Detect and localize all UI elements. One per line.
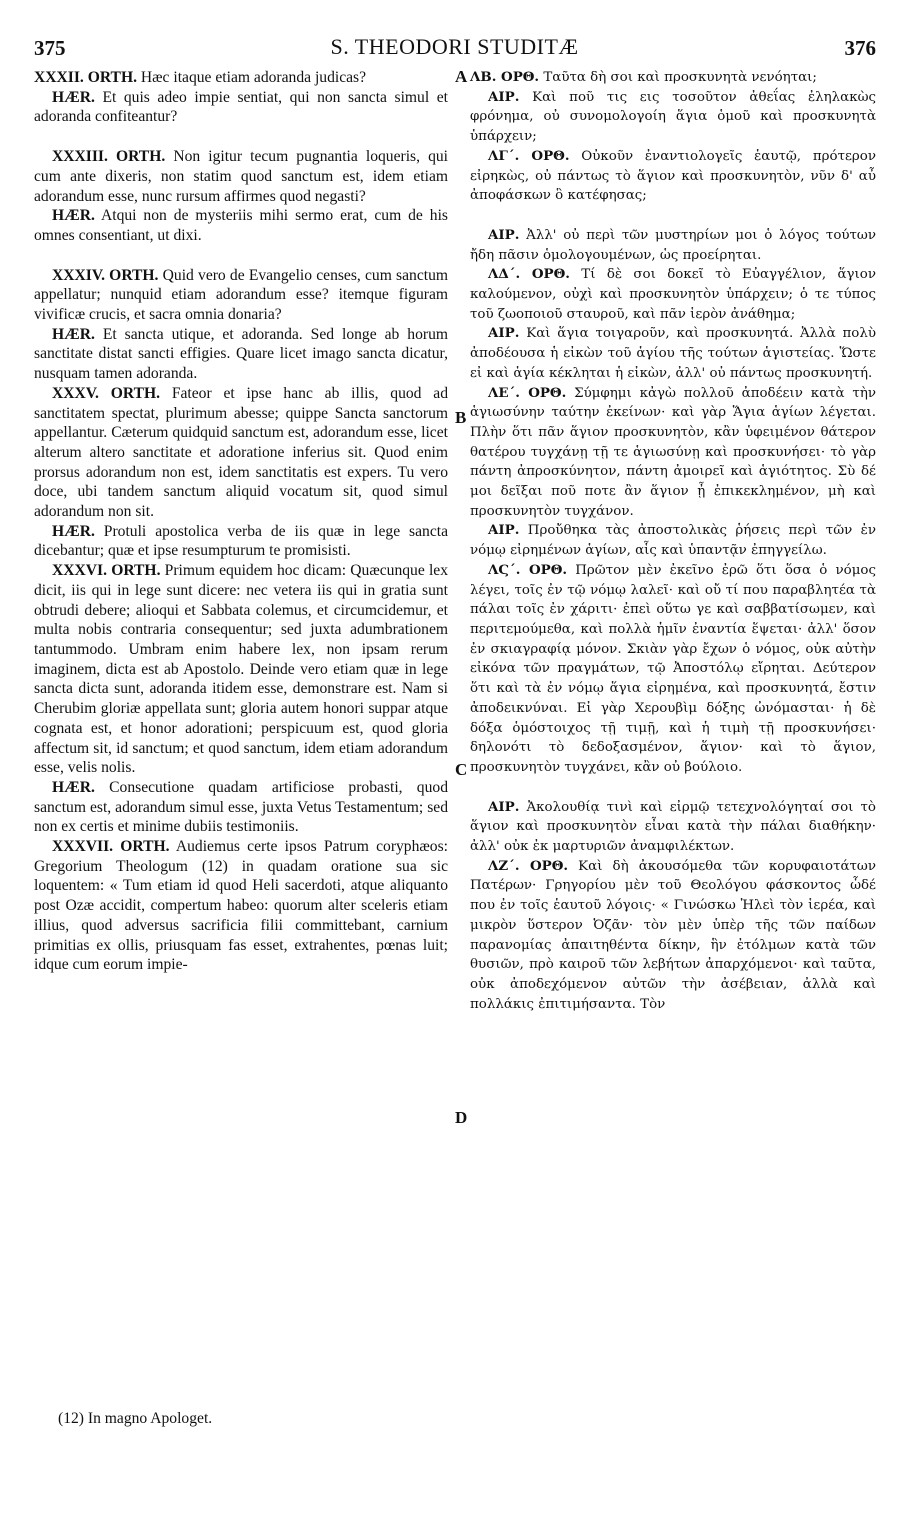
latin-paragraph [34,561,448,778]
speaker-label: ΛΓ΄. ΟΡΘ. [488,147,570,164]
greek-paragraph [470,88,876,147]
speaker-label: ΑΙΡ. [488,325,520,342]
speaker-label: ΛϚ΄. ΟΡΘ. [488,561,568,578]
latin-paragraph [34,88,448,127]
speaker-label: HÆR. [52,88,95,106]
greek-paragraph [470,384,876,522]
paragraph-text: Protuli apostolica verba de iis quæ in lege sancta dicebantur; quæ et ipse resumpturum te promisisti. [34,522,448,560]
latin-paragraph [34,206,448,245]
paragraph-text: Ταῦτα δὴ σοι καὶ προσκυνητὰ νενόηται; [539,70,817,85]
speaker-label: HÆR. [52,325,95,343]
spacer [470,206,876,226]
latin-paragraph [34,384,448,522]
latin-paragraph [34,325,448,384]
speaker-label: ΑΙΡ. [488,226,520,243]
paragraph-text: Quid vero de Evangelio censes, cum sanctum appellatur; nunquid etiam adorandum esse? itemque figuram vivificæ crucis, et sacra omnia donaria? [34,266,448,324]
latin-paragraph [34,147,448,206]
margin-letter-d: D [455,1108,468,1127]
latin-paragraph [34,778,448,837]
latin-paragraph [34,68,448,88]
latin-paragraph [34,266,448,325]
speaker-label: ΛΖ΄. ΟΡΘ. [488,857,569,874]
speaker-label: XXXVI. ORTH. [52,562,161,580]
paragraph-text: Οὐκοῦν ἐναντιολογεῖς ἑαυτῷ, πρότερον εἰρηκὼς, οὐ πάντως τὸ ἅγιον καὶ προσκυνητὸν, νῦν δ' αὖ ἀποφάσκων ὃ κατέφησας; [470,148,876,204]
greek-paragraph [470,798,876,857]
greek-paragraph [470,68,876,88]
speaker-label: ΑΙΡ. [488,798,520,815]
margin-letter-c: C [455,760,468,779]
paragraph-text: Audiemus certe ipsos Patrum coryphæos: Gregorium Theologum (12) in quadam oratione sua sic loquentem: « Tum etiam id quod Heli sacerdoti, atque aliquanto post Ozæ accidit, compertum habeo: quorum alter sceleris etiam illius, quod adversus sacrificia filii committebant, carnium primitias ex ollis, priusquam fas esset, extrahentes, pœnas luit; idque cum eorum impie- [34,838,448,974]
speaker-label: XXXVII. ORTH. [52,838,170,856]
paragraph-text: Et sancta utique, et adoranda. Sed longe ab horum sanctitate distat sancti effigies. Quare licet imago sancta dicatur, nusquam tamen adoranda. [34,325,448,383]
greek-paragraph [470,857,876,1015]
paragraph-text: Καὶ ποῦ τις εις τοσοῦτον ἀθεΐας ἐληλακὼς φρόνημα, οὐ συνομολογοίη ἅγια ὁμοῦ καὶ προσκυνητὰ ὑπάρχειν; [470,89,876,145]
paragraph-text: Hæc itaque etiam adoranda judicas? [137,69,367,86]
paragraph-text: Primum equidem hoc dicam: Quæcunque lex dicit, iis qui in lege sunt dicere: nec vetera iis qui in gratia sunt obtrudi debere; alioqui et Sabbata colemus, et circumcidemur, et multa nobis contraria consequentur; sed juxta adumbrationem tantummodo. Umbram enim habere lex, non ipsam rerum imaginem, dicta est ab Apostolo. Deinde vero etiam quæ in lege sancta dicta sunt, adoranda itidem esse, demonstrare est. Nam si Cherubim gloriæ appellata sunt; gloria autem honori suppar atque cognata est, et honor adorationi; perspicuum est, quod gloria affectum sit, id sanctum; et quod sanctum, idem etiam adorandum esse, velis nolis. [34,562,448,777]
paragraph-text: Ἀλλ' οὐ περὶ τῶν μυστηρίων μοι ὁ λόγος τούτων ἤδη πᾶσιν ὁμολογουμένων, ὡς προείρηται. [470,227,876,263]
paragraph-text: Ἀκολουθίᾳ τινὶ καὶ εἰρμῷ τετεχνολόγηταί σοι τὸ ἅγιον καὶ προσκυνητὸν εἶναι κατὰ τὴν πάλαι διαθήκην· ἀλλ' οὐκ ἐκ μαρτυριῶν ἀναμφιλέκτων. [470,799,876,855]
latin-column [34,68,448,975]
latin-paragraph [34,837,448,975]
speaker-label: ΑΙΡ. [488,522,520,539]
speaker-label: HÆR. [52,522,95,540]
speaker-label: HÆR. [52,207,95,225]
speaker-label: XXXIV. ORTH. [52,266,159,284]
page-number-right: 376 [844,36,876,60]
greek-paragraph [470,265,876,324]
latin-paragraph [34,522,448,561]
speaker-label: HÆR. [52,778,95,796]
running-title: S. THEODORI STUDITÆ [330,34,579,59]
page-number-left: 375 [34,36,66,60]
greek-paragraph [470,226,876,265]
paragraph-text: Τί δὲ σοι δοκεῖ τὸ Εὐαγγέλιον, ἅγιον καλούμενον, οὐχὶ καὶ προσκυνητὸν ὑπάρχειν; ὁ τε τύπος τοῦ ζωοποιοῦ σταυροῦ, καὶ πᾶν ἱερὸν ἀνάθημα; [470,267,876,322]
paragraph-text: Fateor et ipse hanc ab illis, quod ad sanctitatem spectat, plurimum abesse; quippe Sancta sanctorum appellantur. Cæterum quidquid sanctum est, adorandum esse, licet alterum altero sanctitate et adoratione inferius sit. Quod enim prorsus adorandum non est, idem sanctitatis est expers. Tu vero doce, ubi tandem sanctum aliquid vocatum sit, quod simul adorandum non sit. [34,384,448,521]
speaker-label: ΛΕ΄. ΟΡΘ. [488,384,567,401]
greek-column [470,68,876,1014]
greek-paragraph [470,147,876,206]
footnote: (12) In magno Apologet. [58,1410,213,1427]
speaker-label: XXXII. ORTH. [34,69,137,86]
greek-paragraph [470,561,876,778]
speaker-label: XXXIII. ORTH. [52,148,166,166]
paragraph-text: Σύμφημι κἀγὼ πολλοῦ ἀποδέειν κατὰ τὴν ἁγιωσύνην ταύτην ἐκείνων· καὶ γὰρ Ἅγια ἁγίων λέγεται. Πλὴν ὅτι πᾶν ἅγιον προσκυνητὸν, κἂν ὑφειμένον θάτερον θατέρου τυγχάνῃ τῇ τε ἁγιωσύνῃ καὶ προσκυνήσει· τὸ γὰρ πάντη ἀπροσκύνητον, πάντη ἀμοιρεῖ καὶ ἁγιότητος. Σὺ δέ μοι δεῖξαι ποῦ ποτε ἂν ἅγιον ᾖ ἐπικεκλημένον, μὴ καὶ προσκυνητὸν τυγχάνον. [470,385,876,519]
margin-letter-b: B [455,408,467,427]
speaker-label: ΛΔ΄. ΟΡΘ. [488,266,570,283]
greek-paragraph [470,324,876,383]
paragraph-text: Atqui non de mysteriis mihi sermo erat, cum de his omnes consentiant, ut dixi. [34,207,448,244]
paragraph-text: Πρῶτον μὲν ἐκεῖνο ἐρῶ ὅτι ὅσα ὁ νόμος λέγει, τοῖς ἐν τῷ νόμῳ λαλεῖ· καὶ οὔ τί που παραβλητέα τὰ πάλαι τοῖς ἐν χάριτι· ἐπεὶ οὕτω γε καὶ σαββατίσωμεν, καὶ περιτεμούμεθα, καὶ πολλὰ ἡμῖν ἐναντία ἕψεται· ἀλλ' ὅσον ἐν σκιαγραφίᾳ μόνον. Σκιὰν γὰρ ἔχων ὁ νόμος, οὐκ αὐτὴν εἰκόνα τῶν πραγμάτων, τῷ Ἀποστόλῳ εἴρηται. Δεύτερον ὅτι καὶ τὰ ἐν νόμῳ ἅγια εἰρημένα, καὶ προσκυνητά, ἔστιν ἀποδεικνύναι. Εἰ γὰρ Χερουβὶμ δόξης ὠνόμασται· ἡ δὲ δόξα ὁμόστοιχος τῇ τιμῇ, καὶ ἡ τιμὴ τῇ προσκυνήσει· δηλονότι τὸ δεδοξασμένον, ἅγιον· καὶ τὸ ἅγιον, προσκυνητὸν τυγχάνει, κἂν οὐ βούλοιο. [470,562,876,775]
paragraph-text: Et quis adeo impie sentiat, qui non sancta simul et adoranda confiteantur? [34,88,448,126]
margin-letter-a: A [455,67,468,86]
spacer [34,246,448,266]
speaker-label: ΛΒ. ΟΡΘ. [470,69,540,85]
paragraph-text: Καὶ δὴ ἀκουσόμεθα τῶν κορυφαιοτάτων Πατέρων· Γρηγορίου μὲν τοῦ Θεολόγου φάσκοντος ὧδέ που ἐν τοῖς ἑαυτοῦ λόγοις· « Γινώσκω Ἠλεὶ τὸν ἱερέα, καὶ μικρὸν ὕστερον Ὀζᾶν· τὸν μὲν ὑπὲρ τῆς τῶν παίδων παρανομίας ἀπαιτηθέντα δίκην, ἣν ἐτόλμων κατὰ τῶν θυσιῶν, πρὸ καιροῦ τῶν λεβήτων ἀπαρχόμενοι· καὶ ταῦτα, οὐκ ἀποδεχόμενον αὐτῶν τὴν ἀσέβειαν, ἀλλὰ καὶ πολλάκις ἐπιτιμήσαντα. Τὸν [470,858,876,1012]
paragraph-text: Consecutione quadam artificiose probasti, quod sanctum est, adorandum simul esse, juxta Vetus Testamentum; sed non ex certis et minime dubiis testimoniis. [34,778,448,836]
greek-paragraph [470,521,876,560]
speaker-label: ΑΙΡ. [488,88,520,105]
paragraph-text: Προὔθηκα τὰς ἀποστολικὰς ῥήσεις περὶ τῶν ἐν νόμῳ εἰρημένων ἁγίων, αἷς καὶ ὑπαντᾷν ἐπηγγείλω. [470,523,876,559]
spacer [34,127,448,147]
paragraph-text: Non igitur tecum pugnantia loqueris, qui cum ante dixeris, non statim quod sanctum est, idem etiam adorandum esse, nunc rursum affirmes quod negasti? [34,148,449,205]
spacer [470,778,876,798]
page-header [0,0,909,70]
paragraph-text: Καὶ ἅγια τοιγαροῦν, καὶ προσκυνητά. Ἀλλὰ πολὺ ἀποδέουσα ἡ εἰκὼν τοῦ ἁγίου τῆς τούτων ἁγιστείας. Ὥστε εἰ καὶ ἁγία κέκληται ἡ εἰκὼν, ἀλλ' οὐ πάντως προσκυνητή. [470,326,876,381]
speaker-label: XXXV. ORTH. [52,384,161,402]
